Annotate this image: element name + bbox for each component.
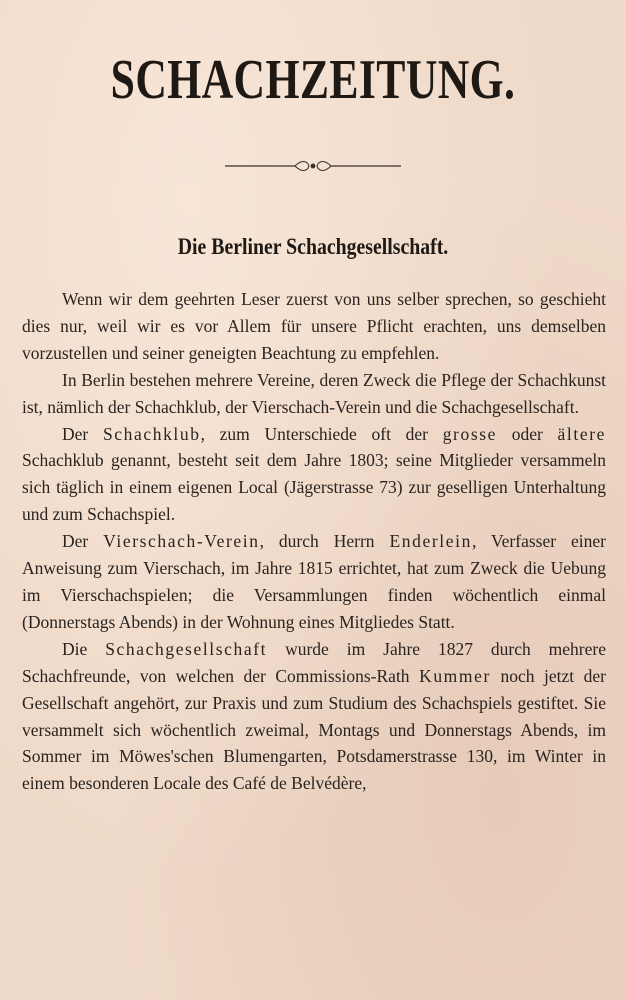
- paragraph-4: [22, 528, 606, 636]
- text-run: wurde im Jahre 1827 durch mehrere Schachfreunde, von welchen der Commissions-Rath: [22, 638, 606, 686]
- spaced-term: Schachgesellschaft: [105, 638, 268, 659]
- masthead-title: SCHACHZEITUNG.: [110, 49, 516, 111]
- text-run: Schachklub genannt, besteht seit dem Jahre 1803; seine Mitglieder versammeln sich täglich in einem eigenen Local (Jägerstrasse 73) zur geselligen Unterhaltung und zum Schachspiel.: [22, 450, 606, 525]
- text-run: , durch Herrn: [259, 531, 390, 552]
- spaced-term: ältere: [557, 423, 606, 444]
- text-run: Der: [62, 531, 104, 552]
- text-run: noch jetzt der Gesellschaft angehört, zur Praxis und zum Studium des Schachspiels gestiftet. Sie versammelt sich wöchentlich zweimal, Montags und Donnerstags Abends, im Sommer im Möwes'schen Blumengarten, Potsdamerstrasse 130, im Winter in einem besonderen Locale des Café de Belvédère,: [22, 665, 606, 794]
- paragraph-5: [22, 636, 606, 797]
- article-body: [22, 286, 606, 797]
- spaced-term: grosse: [442, 423, 498, 444]
- spaced-term: Schachklub: [102, 423, 201, 444]
- text-run: Der: [62, 423, 103, 444]
- paragraph-3: [22, 421, 606, 529]
- text-run: , Verfasser einer Anweisung zum Vierschach, im Jahre 1815 errichtet, hat zum Zweck die Uebung im Vierschachspielen; die Versammlungen finden wöchentlich einmal (Donnerstags Abends) in der Wohnung eines Mitgliedes Statt.: [22, 531, 607, 632]
- spaced-term: Enderlein: [389, 531, 472, 552]
- paragraph-2: In Berlin bestehen mehrere Vereine, deren Zweck die Pflege der Schachkunst ist, nämlich der Schachklub, der Vierschach-Verein und die Schachgesellschaft.: [22, 369, 606, 417]
- decorative-rule-ornament: [223, 158, 403, 174]
- text-run: oder: [497, 423, 558, 444]
- spaced-term: Kummer: [419, 665, 491, 686]
- text-run: , zum Unterschiede oft der: [200, 423, 443, 444]
- section-heading: Die Berliner Schachgesellschaft.: [177, 234, 449, 259]
- text-run: Die: [62, 638, 106, 659]
- paragraph-1: Wenn wir dem geehrten Leser zuerst von uns selber sprechen, so geschieht dies nur, weil wir es vor Allem für unsere Pflicht erachten, uns demselben vorzustellen und seiner geneigten Beachtung zu empfehlen.: [22, 289, 606, 363]
- spaced-term: Vierschach-Verein: [103, 531, 260, 552]
